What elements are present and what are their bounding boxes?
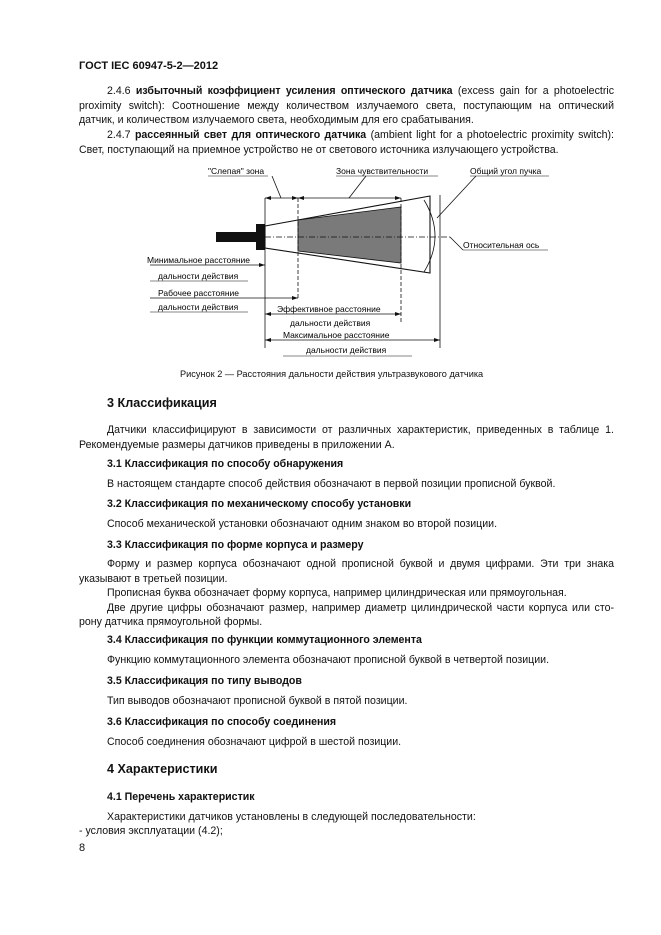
subsection-3-6-text: Способ соединения обозначают цифрой в шестой позиции. — [107, 736, 402, 748]
list-item: - условия эксплуатации (4.2); — [79, 825, 223, 837]
label-working-range-2: дальности действия — [158, 302, 239, 312]
arrow-head — [265, 196, 271, 200]
label-min-range-2: дальности действия — [158, 271, 239, 281]
def-text-line: датчик, и количеством излучаемого света, необходимым для его срабатывания. — [79, 114, 474, 127]
def-number: 2.4.7 — [107, 129, 131, 141]
def-text-line: Свет, поступающий на приемное устройство не от светового источника излучающего устройства. — [79, 143, 559, 156]
figure-ultrasonic-ranges — [140, 158, 542, 360]
label-effective-range-1: Эффективное расстояние — [277, 304, 381, 314]
arrow-head — [265, 312, 271, 316]
subsection-3-1-title: 3.1 Классификация по способу обнаружения — [107, 458, 344, 470]
label-sensing-zone: Зона чувствительности — [336, 166, 429, 176]
subsection-3-3-text: Форму и размер корпуса обозначают одной прописной буквой и двумя цифрами. Эти три знака указывают в третьей позиции. Прописная буква обозначает форму корпуса, например цилиндрическая или прямоугольная. Две другие цифры обозначают размер, например диаметр цилиндрической части корпуса или сто- рону датчика прямоугольной формы. — [79, 558, 614, 629]
label-maximum-range-1: Максимальное расстояние — [283, 330, 390, 340]
subsection-3-4-text: Функцию коммутационного элемента обозначают прописной буквой в четвертой позиции. — [107, 654, 550, 666]
arrow-head — [292, 196, 298, 200]
subsection-3-2-title: 3.2 Классификация по механическому способу установки — [107, 498, 412, 510]
leader-line — [272, 176, 281, 198]
sensor-cable — [216, 232, 256, 242]
label-working-range-1: Рабочее расстояние — [158, 288, 240, 298]
def-number: 2.4.6 — [107, 85, 131, 97]
section-3-intro: Датчики классифицируют в зависимости от различных характеристик, приведенных в таблице 1. Рекомендуемые размеры датчиков приведены в приложении А. — [79, 424, 614, 451]
figure-caption: Рисунок 2 — Расстояния дальности действия ультразвукового датчика — [180, 369, 484, 379]
page-number: 8 — [79, 842, 86, 854]
subsection-4-1-title: 4.1 Перечень характеристик — [107, 791, 255, 803]
def-text-line: proximity switch): Соотношение между количеством излучаемого света, поступающим на оптический — [79, 99, 614, 112]
section-3-title: 3 Классификация — [107, 396, 217, 410]
arrow-head — [395, 196, 401, 200]
label-relative-axis: Относительная ось — [463, 240, 540, 250]
section-4-title: 4 Характеристики — [107, 762, 218, 776]
def-term: рассеянный свет для оптического датчика — [134, 129, 367, 141]
label-min-range-1: Минимальное расстояние — [147, 255, 250, 265]
arrow-head — [259, 263, 265, 267]
arrow-head — [265, 338, 271, 342]
subsection-3-6-title: 3.6 Классификация по способу соединения — [107, 716, 337, 728]
definition-2-4-6 — [79, 84, 614, 128]
subsection-3-2-text: Способ механической установки обозначают одним знаком во второй позиции. — [107, 518, 498, 530]
label-beam-angle: Общий угол пучка — [470, 166, 542, 176]
subsection-3-4-title: 3.4 Классификация по функции коммутационного элемента — [107, 634, 422, 646]
label-blind-zone: "Слепая" зона — [208, 166, 265, 176]
subsection-3-1-text: В настоящем стандарте способ действия обозначают в первой позиции прописной буквой. — [107, 478, 556, 490]
subsection-3-3-title: 3.3 Классификация по форме корпуса и размеру — [107, 539, 364, 551]
label-effective-range-2: дальности действия — [290, 318, 371, 328]
arrow-head — [298, 196, 304, 200]
leader-line — [349, 176, 366, 198]
def-english: (excess gain for a photoelectric — [457, 85, 614, 97]
arrow-head — [292, 296, 298, 300]
arrow-head — [395, 312, 401, 316]
definition-2-4-7 — [79, 128, 614, 157]
arrow-head — [434, 338, 440, 342]
subsection-3-5-text: Тип выводов обозначают прописной буквой в пятой позиции. — [107, 695, 408, 707]
def-term: избыточный коэффициент усиления оптического датчика — [135, 85, 453, 97]
leader-line — [437, 176, 476, 218]
subsection-3-5-title: 3.5 Классификация по типу выводов — [107, 675, 302, 687]
subsection-4-1-text: Характеристики датчиков установлены в следующей последовательности: — [107, 811, 476, 823]
document-header: ГОСТ IEC 60947-5-2—2012 — [79, 60, 219, 72]
sensor-head — [256, 224, 265, 250]
label-maximum-range-2: дальности действия — [306, 345, 387, 355]
leader-line — [450, 237, 463, 250]
def-english: (ambient light for a photoelectric proximity switch): — [370, 129, 615, 141]
